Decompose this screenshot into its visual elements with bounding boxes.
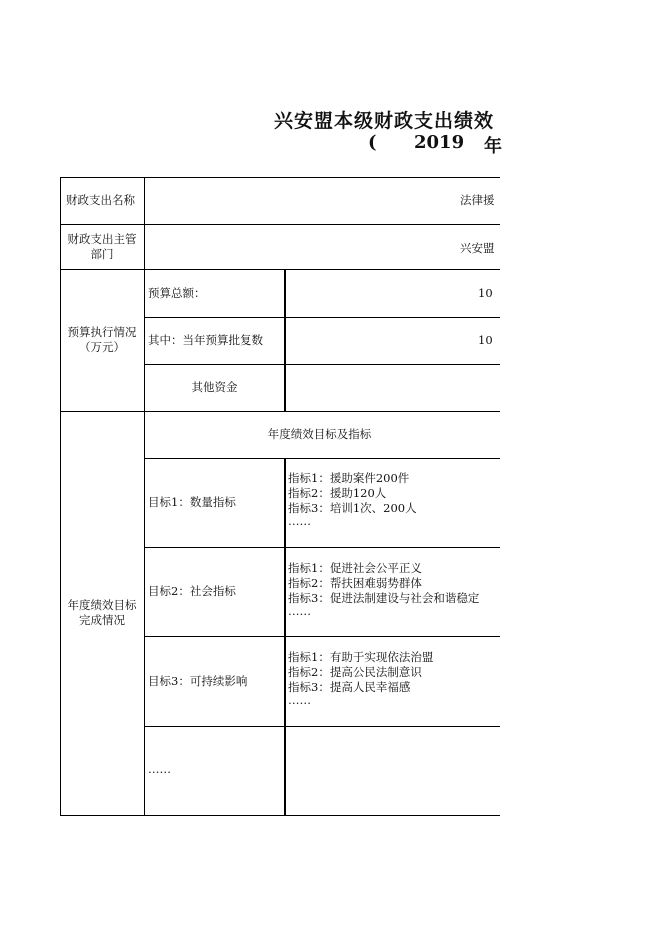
- budget-total-value: 10: [478, 286, 493, 300]
- indicator-text: 指标2：提高公民法制意识: [288, 665, 422, 679]
- indicator-text: 指标3：培训1次、200人: [288, 501, 417, 515]
- budget-total-label: 预算总额：: [148, 286, 206, 300]
- grid-line: [144, 636, 500, 637]
- subtitle-year-suffix: 年: [484, 136, 502, 157]
- grid-line: [60, 815, 500, 816]
- grid-line: [60, 177, 61, 816]
- budget-approved-value: 10: [478, 333, 493, 347]
- grid-line: [144, 364, 500, 365]
- grid-line: [144, 317, 500, 318]
- grid-line: [60, 224, 500, 225]
- indicator-text: 指标2：援助120人: [288, 486, 387, 500]
- indicator-text: 指标3：提高人民幸福感: [288, 680, 411, 694]
- goal-label: 目标2：社会指标: [148, 584, 236, 598]
- indicator-text: ……: [288, 693, 311, 707]
- performance-header: 年度绩效目标及指标: [267, 427, 372, 441]
- grid-line: [60, 269, 500, 270]
- budget-execution-label: 预算执行情况（万元）: [67, 325, 137, 354]
- expenditure-name-value: 法律援: [460, 193, 495, 207]
- department-value: 兴安盟: [460, 241, 495, 255]
- subtitle-paren: (: [368, 132, 377, 153]
- department-label: 财政支出主管部门: [67, 232, 137, 261]
- budget-approved-label: 其中：当年预算批复数: [148, 333, 263, 347]
- grid-line: [60, 177, 500, 178]
- goal-label: 目标1：数量指标: [148, 495, 236, 509]
- indicator-text: 指标2：帮扶困难弱势群体: [288, 576, 422, 590]
- grid-line: [144, 726, 500, 727]
- indicator-text: 指标1：援助案件200件: [288, 471, 410, 485]
- grid-line: [60, 411, 500, 412]
- grid-line: [144, 458, 500, 459]
- indicator-text: ……: [288, 514, 311, 528]
- goal-label: 目标3：可持续影响: [148, 674, 248, 688]
- indicator-text: ……: [288, 604, 311, 618]
- grid-line: [284, 458, 286, 816]
- indicator-text: 指标3：促进法制建设与社会和谐稳定: [288, 591, 480, 605]
- grid-line: [144, 177, 145, 816]
- grid-line: [284, 269, 286, 411]
- other-funds-label: 其他资金: [191, 380, 238, 394]
- expenditure-name-label: 财政支出名称: [66, 193, 135, 207]
- performance-label: 年度绩效目标完成情况: [67, 598, 137, 627]
- report-title: 兴安盟本级财政支出绩效: [274, 110, 495, 132]
- indicator-text: 指标1：促进社会公平正义: [288, 561, 422, 575]
- goal-label: ……: [148, 762, 171, 776]
- subtitle-year: 2019: [414, 132, 465, 153]
- grid-line: [144, 547, 500, 548]
- indicator-text: 指标1：有助于实现依法治盟: [288, 650, 434, 664]
